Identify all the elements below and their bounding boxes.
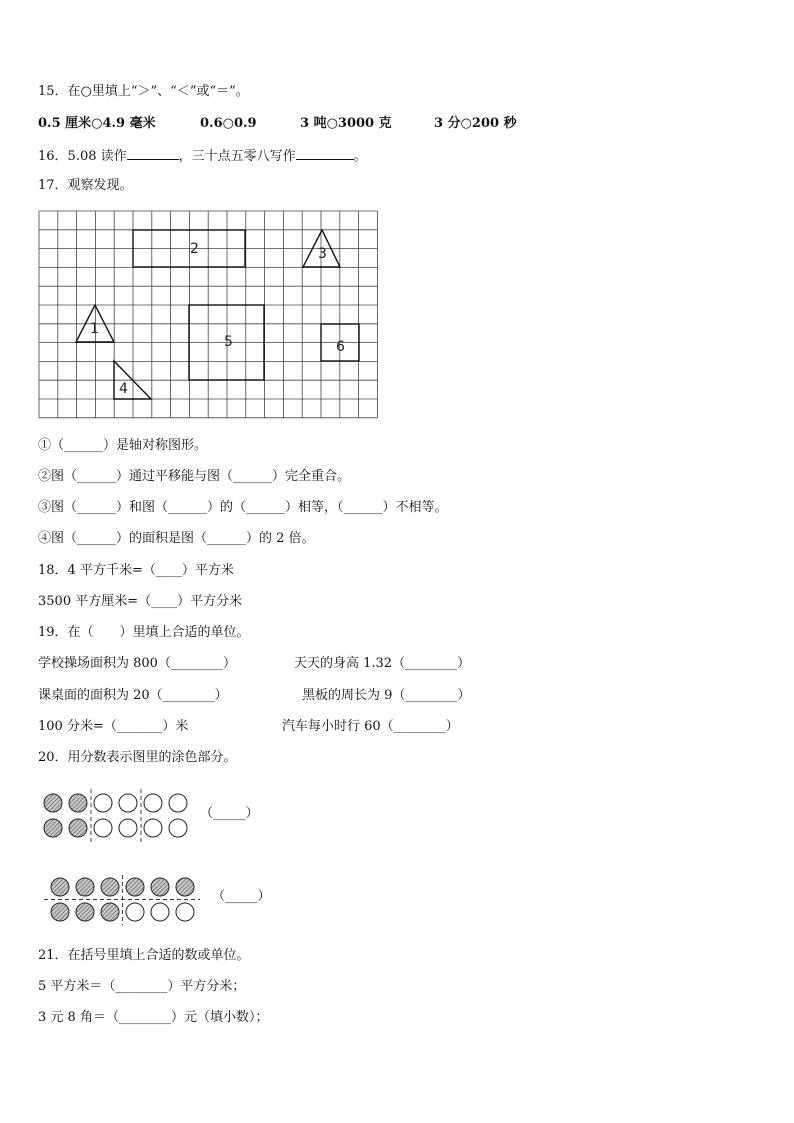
circle-shaded xyxy=(51,878,69,896)
q19-item-1a: 学校操场面积为 800（________） xyxy=(38,656,236,671)
q20-answer-2: （_____） xyxy=(212,889,271,904)
circle-empty xyxy=(94,794,112,812)
circle-empty xyxy=(144,794,162,812)
q17-grid-figure xyxy=(30,205,390,425)
circle-empty xyxy=(169,794,187,812)
circle-empty xyxy=(94,819,112,837)
circle-empty xyxy=(126,903,144,921)
q18-line-1: 18．4 平方千米=（____）平方米 xyxy=(38,563,234,578)
circle-shaded xyxy=(76,878,94,896)
circle-shaded xyxy=(44,819,62,837)
q19-title: 19．在（ ）里填上合适的单位。 xyxy=(38,625,250,640)
circle-empty xyxy=(151,903,169,921)
q21-line-1: 5 平方米＝（________）平方分米； xyxy=(38,979,246,994)
q20-figure-2 xyxy=(42,874,202,926)
q20-title: 20．用分数表示图里的涂色部分。 xyxy=(38,750,237,765)
figure-3-label: 3 xyxy=(318,246,327,262)
q21-line-2: 3 元 8 角＝（________）元（填小数）； xyxy=(38,1010,269,1025)
circle-empty xyxy=(144,819,162,837)
q16-text-c: 。 xyxy=(353,149,367,164)
circle-shaded xyxy=(76,903,94,921)
q20-figure-1 xyxy=(38,788,198,843)
q19-item-3a: 100 分米=（_______）米 xyxy=(38,719,189,734)
q19-item-2a: 课桌面的面积为 20（________） xyxy=(38,688,228,703)
figure-6-label: 6 xyxy=(336,339,345,355)
circle-shaded xyxy=(101,903,119,921)
q17-statement-1: ①（______）是轴对称图形。 xyxy=(38,438,208,453)
q16-text-b: ，三十点五零八写作 xyxy=(178,149,296,164)
q15-title: 15．在○里填上“＞”、“＜”或“＝”。 xyxy=(38,84,249,99)
figure-1-label: 1 xyxy=(90,321,99,337)
circle-shaded xyxy=(126,878,144,896)
circle-shaded xyxy=(69,794,87,812)
q16-text-a: 16．5.08 读作 xyxy=(38,149,127,164)
q16-line xyxy=(38,147,367,165)
q15-item-4: 3 分○200 秒 xyxy=(434,116,517,131)
figure-2-label: 2 xyxy=(190,241,199,257)
circle-shaded xyxy=(51,903,69,921)
q20-answer-1: （_____） xyxy=(200,806,259,821)
q15-item-2: 0.6○0.9 xyxy=(200,116,257,131)
q15-item-3: 3 吨○3000 克 xyxy=(300,116,392,131)
circle-shaded xyxy=(101,878,119,896)
q16-blank-2[interactable] xyxy=(296,147,354,160)
circle-shaded xyxy=(69,819,87,837)
circle-empty xyxy=(169,819,187,837)
figure-5-label: 5 xyxy=(224,334,233,350)
circle-shaded xyxy=(176,878,194,896)
q18-line-2: 3500 平方厘米=（____）平方分米 xyxy=(38,594,243,609)
figure-4-label: 4 xyxy=(119,381,128,397)
circle-shaded xyxy=(44,794,62,812)
circle-empty xyxy=(176,903,194,921)
circle-shaded xyxy=(151,878,169,896)
circle-empty xyxy=(119,794,137,812)
q19-item-1b: 天天的身高 1.32（________） xyxy=(294,656,471,671)
q17-statement-2: ②图（______）通过平移能与图（______）完全重合。 xyxy=(38,469,351,484)
q17-statement-4: ④图（______）的面积是图（______）的 2 倍。 xyxy=(38,531,315,546)
circle-empty xyxy=(119,819,137,837)
q16-blank-1[interactable] xyxy=(127,147,179,160)
q17-title: 17．观察发现。 xyxy=(38,178,133,193)
q19-item-2b: 黑板的周长为 9（________） xyxy=(302,688,471,703)
q21-title: 21．在括号里填上合适的数或单位。 xyxy=(38,948,250,963)
q15-item-1: 0.5 厘米○4.9 毫米 xyxy=(38,116,156,131)
q17-statement-3: ③图（______）和图（______）的（______）相等，（______）不相等。 xyxy=(38,500,448,515)
q19-item-3b: 汽车每小时行 60（________） xyxy=(282,719,459,734)
